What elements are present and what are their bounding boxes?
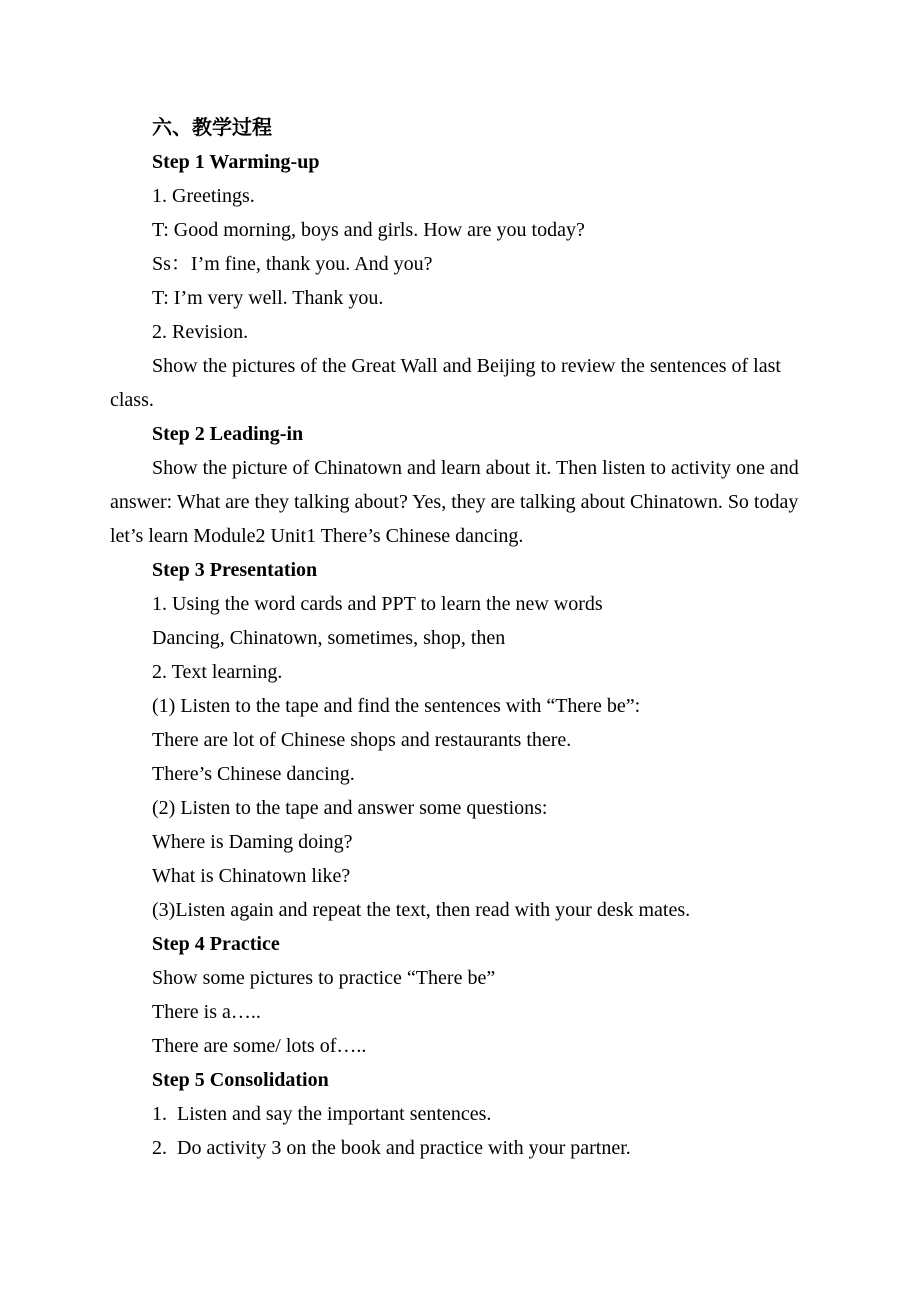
paragraph-example: There is a….. bbox=[152, 1001, 261, 1023]
paragraph-word-list: Dancing, Chinatown, sometimes, shop, then bbox=[152, 627, 506, 649]
paragraph-question: Where is Daming doing? bbox=[152, 831, 353, 853]
paragraph: Show the pictures of the Great Wall and Beijing to review the sentences of last class. bbox=[110, 355, 786, 411]
step-3-heading: Step 3 Presentation bbox=[152, 559, 318, 581]
step-1-heading: Step 1 Warming-up bbox=[152, 151, 320, 173]
paragraph: 2. Text learning. bbox=[152, 661, 283, 683]
paragraph: 1. Using the word cards and PPT to learn the new words bbox=[152, 593, 603, 615]
paragraph-teacher-line: T: Good morning, boys and girls. How are you today? bbox=[152, 219, 585, 241]
paragraph-student-line: Ss：I’m fine, thank you. And you? bbox=[152, 253, 433, 275]
paragraph-question: What is Chinatown like? bbox=[152, 865, 351, 887]
paragraph: There’s Chinese dancing. bbox=[152, 763, 355, 785]
paragraph: Show the picture of Chinatown and learn about it. Then listen to activity one and answer: What are they talking about? Yes, they are talking about Chinatown. So today let’s learn Module2 Unit1 There’s Chinese dancing. bbox=[110, 457, 804, 547]
step-5-heading: Step 5 Consolidation bbox=[152, 1069, 329, 1091]
paragraph-greetings: 1. Greetings. bbox=[152, 185, 255, 207]
section-heading: 六、教学过程 bbox=[152, 117, 272, 139]
paragraph: (2) Listen to the tape and answer some questions: bbox=[152, 797, 548, 819]
paragraph: There are lot of Chinese shops and restaurants there. bbox=[152, 729, 572, 751]
paragraph-revision: 2. Revision. bbox=[152, 321, 249, 343]
paragraph-list-item: 2. Do activity 3 on the book and practice with your partner. bbox=[152, 1137, 631, 1159]
paragraph: (3)Listen again and repeat the text, then read with your desk mates. bbox=[152, 899, 691, 921]
paragraph: Show some pictures to practice “There be” bbox=[152, 967, 496, 989]
paragraph: (1) Listen to the tape and find the sentences with “There be”: bbox=[152, 695, 641, 717]
paragraph-example: There are some/ lots of….. bbox=[152, 1035, 367, 1057]
paragraph-teacher-line: T: I’m very well. Thank you. bbox=[152, 287, 384, 309]
step-4-heading: Step 4 Practice bbox=[152, 933, 280, 955]
paragraph-list-item: 1. Listen and say the important sentences. bbox=[152, 1103, 492, 1125]
document-body bbox=[110, 111, 810, 1165]
step-2-heading: Step 2 Leading-in bbox=[152, 423, 304, 445]
